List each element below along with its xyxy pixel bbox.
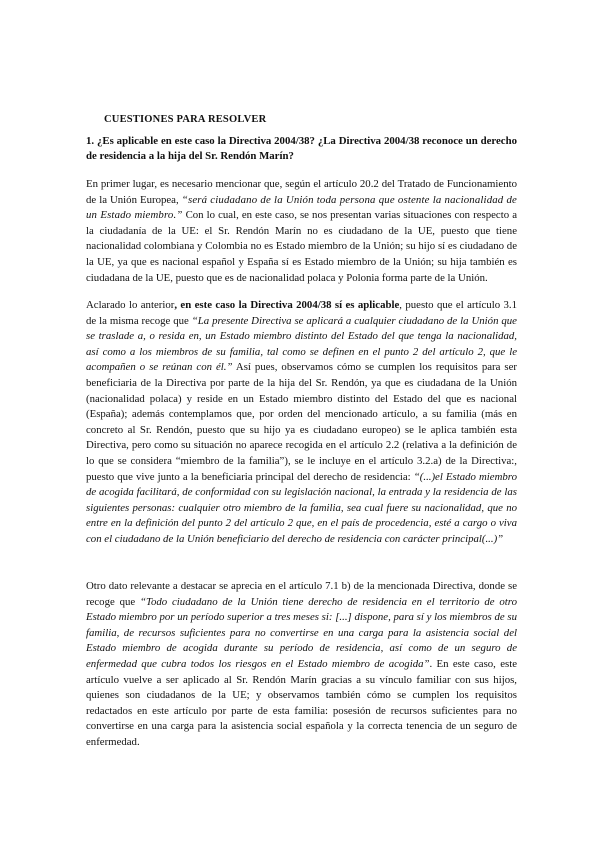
- p3-text-a: Otro dato relevante a destacar se aprecia en el artículo 7.1 b) de la mencionada Directiva, donde se recoge que: [86, 580, 517, 608]
- p2-text-a: Aclarado lo anterior: [86, 299, 175, 311]
- p2-text-e: Así pues, observamos cómo se cumplen los requisitos para ser beneficiaria de la Directiva por parte de la hija del Sr. Rendón, ya que es ciudadana de la Unión (nacionalidad polaca) y reside en un Estado miembro distinto del Estado del que es nacional (España); además contemplamos que, por orden del mencionado artículo, a su familia (más en concreto al Sr. Rendón, puesto que su hijo ya es ciudadano europeo) se le aplica también esta Directiva, pero como su situación no aparece recogida en el artículo 2.2 (relativa a la definición de lo que se considera “miembro de la familia”), se le incluye en el artículo 3.2.a) de la Directiva:, puesto que vive junto a la beneficiaria principal del derecho de residencia:: [86, 361, 517, 483]
- p1-quote-treaty: “será ciudadano de la Unión toda persona que ostente la nacionalidad de un Estado miembro.”: [86, 193, 517, 222]
- p2-quote-article-3-1: “La presente Directiva se aplicará a cualquier ciudadano de la Unión que se traslade a, o resida en, un Estado miembro distinto del Estado del que tenga la nacionalidad, así como a los miembros de su familia, tal como se definen en el punto 2 del artículo 2, que le acompañen o se reúnan con él.”: [86, 314, 517, 374]
- p1-text-c: Con lo cual, en este caso, se nos presentan varias situaciones con respecto a la ciudadanía de la UE: el Sr. Rendón Marín no es ciudadano de la UE, puesto que tiene nacionalidad colombiana y Colombia no es Estado miembro de la Unión; su hijo sí es ciudadano de la UE, ya que es nacional español y España sí es Estado miembro de la Unión; su hija también es ciudadana de la UE, puesto que es de nacionalidad polaca y Polonia forma parte de la Unión.: [86, 209, 517, 284]
- p2-quote-article-3-2a: “(...)el Estado miembro de acogida facilitará, de conformidad con su legislación nacional, la entrada y la residencia de las siguientes personas: cualquier otro miembro de la familia, sea cual fuere su nacionalidad, que no entre en la definición del punto 2 del artículo 2 que, en el país de procedencia, esté a cargo o viva con el ciudadano de la Unión beneficiario del derecho de residencia con carácter principal(...)”: [86, 470, 517, 545]
- p3-text-c: . En este caso, este artículo vuelve a ser aplicado al Sr. Rendón Marín gracias a su vínculo familiar con sus hijos, quienes son ciudadanos de la UE; y observamos también cómo se cumplen los requisitos redactados en este artículo por parte de esta familia: posesión de recursos suficientes para no convertirse en una carga para la asistencia social española y la correcta tenencia de un seguro de enfermedad.: [86, 657, 517, 748]
- section-heading: CUESTIONES PARA RESOLVER: [104, 114, 267, 125]
- p3-quote-article-7-1b: “Todo ciudadano de la Unión tiene derecho de residencia en el territorio de otro Estado miembro por un período superior a tres meses si: [...] dispone, para sí y los miembros de su familia, de recursos suficientes para no convertirse en una carga para la asistencia social del Estado miembro de acogida durante su período de residencia, así como de un seguro de enfermedad que cubra todos los riesgos en el Estado miembro de acogida”: [86, 595, 517, 670]
- p1-text-a: En primer lugar, es necesario mencionar que, según el artículo 20.2 del Tratado de Funcionamiento de la Unión Europea,: [86, 178, 517, 206]
- paragraph-2: [86, 298, 517, 548]
- paragraph-3: [86, 579, 517, 751]
- question-1: 1. ¿Es aplicable en este caso la Directiva 2004/38? ¿La Directiva 2004/38 reconoce un derecho de residencia a la hija del Sr. Rendón Marín?: [86, 135, 517, 162]
- paragraph-1: [86, 177, 517, 286]
- p2-bold-statement: , en este caso la Directiva 2004/38 sí es aplicable: [174, 299, 400, 311]
- p2-text-c: , puesto que el artículo 3.1 de la misma recoge que: [86, 299, 517, 327]
